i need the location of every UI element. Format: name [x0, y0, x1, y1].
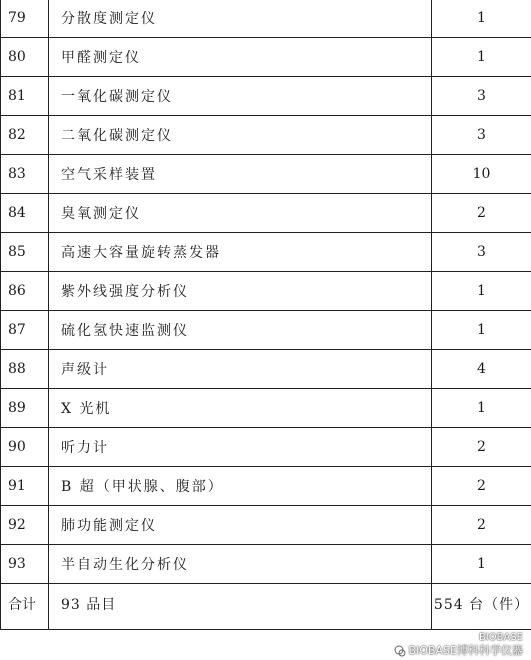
table-row: [1, 428, 531, 467]
equipment-quantity: 2: [432, 506, 531, 545]
table-row: [1, 545, 531, 584]
total-items: 93 品目: [49, 584, 432, 630]
equipment-name: 肺功能测定仪: [49, 506, 432, 545]
table-row: [1, 311, 531, 350]
equipment-quantity: 10: [432, 155, 531, 194]
table-row: [1, 233, 531, 272]
row-number: 79: [1, 0, 49, 38]
wechat-icon: [394, 645, 406, 657]
equipment-quantity: 1: [432, 0, 531, 38]
equipment-table-body: [1, 0, 531, 584]
equipment-quantity: 1: [432, 311, 531, 350]
equipment-name: 紫外线强度分析仪: [49, 272, 432, 311]
row-number: 88: [1, 350, 49, 389]
equipment-name: 半自动生化分析仪: [49, 545, 432, 584]
equipment-quantity: 4: [432, 350, 531, 389]
table-row: [1, 116, 531, 155]
table-row: [1, 194, 531, 233]
equipment-name: X 光机: [49, 389, 432, 428]
total-label: 合计: [1, 584, 49, 630]
row-number: 93: [1, 545, 49, 584]
equipment-name: 空气采样装置: [49, 155, 432, 194]
equipment-name: 一氧化碳测定仪: [49, 77, 432, 116]
equipment-quantity: 2: [432, 428, 531, 467]
equipment-quantity: 1: [432, 38, 531, 77]
table-row: [1, 77, 531, 116]
row-number: 84: [1, 194, 49, 233]
row-number: 87: [1, 311, 49, 350]
equipment-quantity: 3: [432, 116, 531, 155]
table-row: [1, 155, 531, 194]
watermark-brand: BIOBASE: [478, 632, 523, 643]
row-number: 91: [1, 467, 49, 506]
equipment-name: 分散度测定仪: [49, 0, 432, 38]
table-row: [1, 350, 531, 389]
equipment-name: B 超（甲状腺、腹部）: [49, 467, 432, 506]
equipment-name: 硫化氢快速监测仪: [49, 311, 432, 350]
table-row: [1, 272, 531, 311]
watermark: [394, 631, 523, 657]
table-row: [1, 467, 531, 506]
row-number: 90: [1, 428, 49, 467]
equipment-name: 声级计: [49, 350, 432, 389]
equipment-quantity: 3: [432, 233, 531, 272]
equipment-name: 听力计: [49, 428, 432, 467]
table-row: [1, 0, 531, 38]
table-row: [1, 38, 531, 77]
total-quantity: 554 台（件）: [432, 584, 531, 630]
table-row: [1, 389, 531, 428]
row-number: 89: [1, 389, 49, 428]
equipment-quantity: 3: [432, 77, 531, 116]
row-number: 86: [1, 272, 49, 311]
table-row: [1, 506, 531, 545]
equipment-name: 甲醛测定仪: [49, 38, 432, 77]
equipment-quantity: 2: [432, 467, 531, 506]
row-number: 80: [1, 38, 49, 77]
equipment-quantity: 1: [432, 272, 531, 311]
equipment-name: 高速大容量旋转蒸发器: [49, 233, 432, 272]
row-number: 83: [1, 155, 49, 194]
equipment-quantity: 2: [432, 194, 531, 233]
row-number: 81: [1, 77, 49, 116]
equipment-name: 臭氧测定仪: [49, 194, 432, 233]
row-number: 92: [1, 506, 49, 545]
row-number: 82: [1, 116, 49, 155]
watermark-text: BIOBASE博科科学仪器: [408, 644, 523, 657]
total-row: [1, 584, 531, 630]
equipment-name: 二氧化碳测定仪: [49, 116, 432, 155]
equipment-quantity: 1: [432, 545, 531, 584]
equipment-quantity: 1: [432, 389, 531, 428]
row-number: 85: [1, 233, 49, 272]
